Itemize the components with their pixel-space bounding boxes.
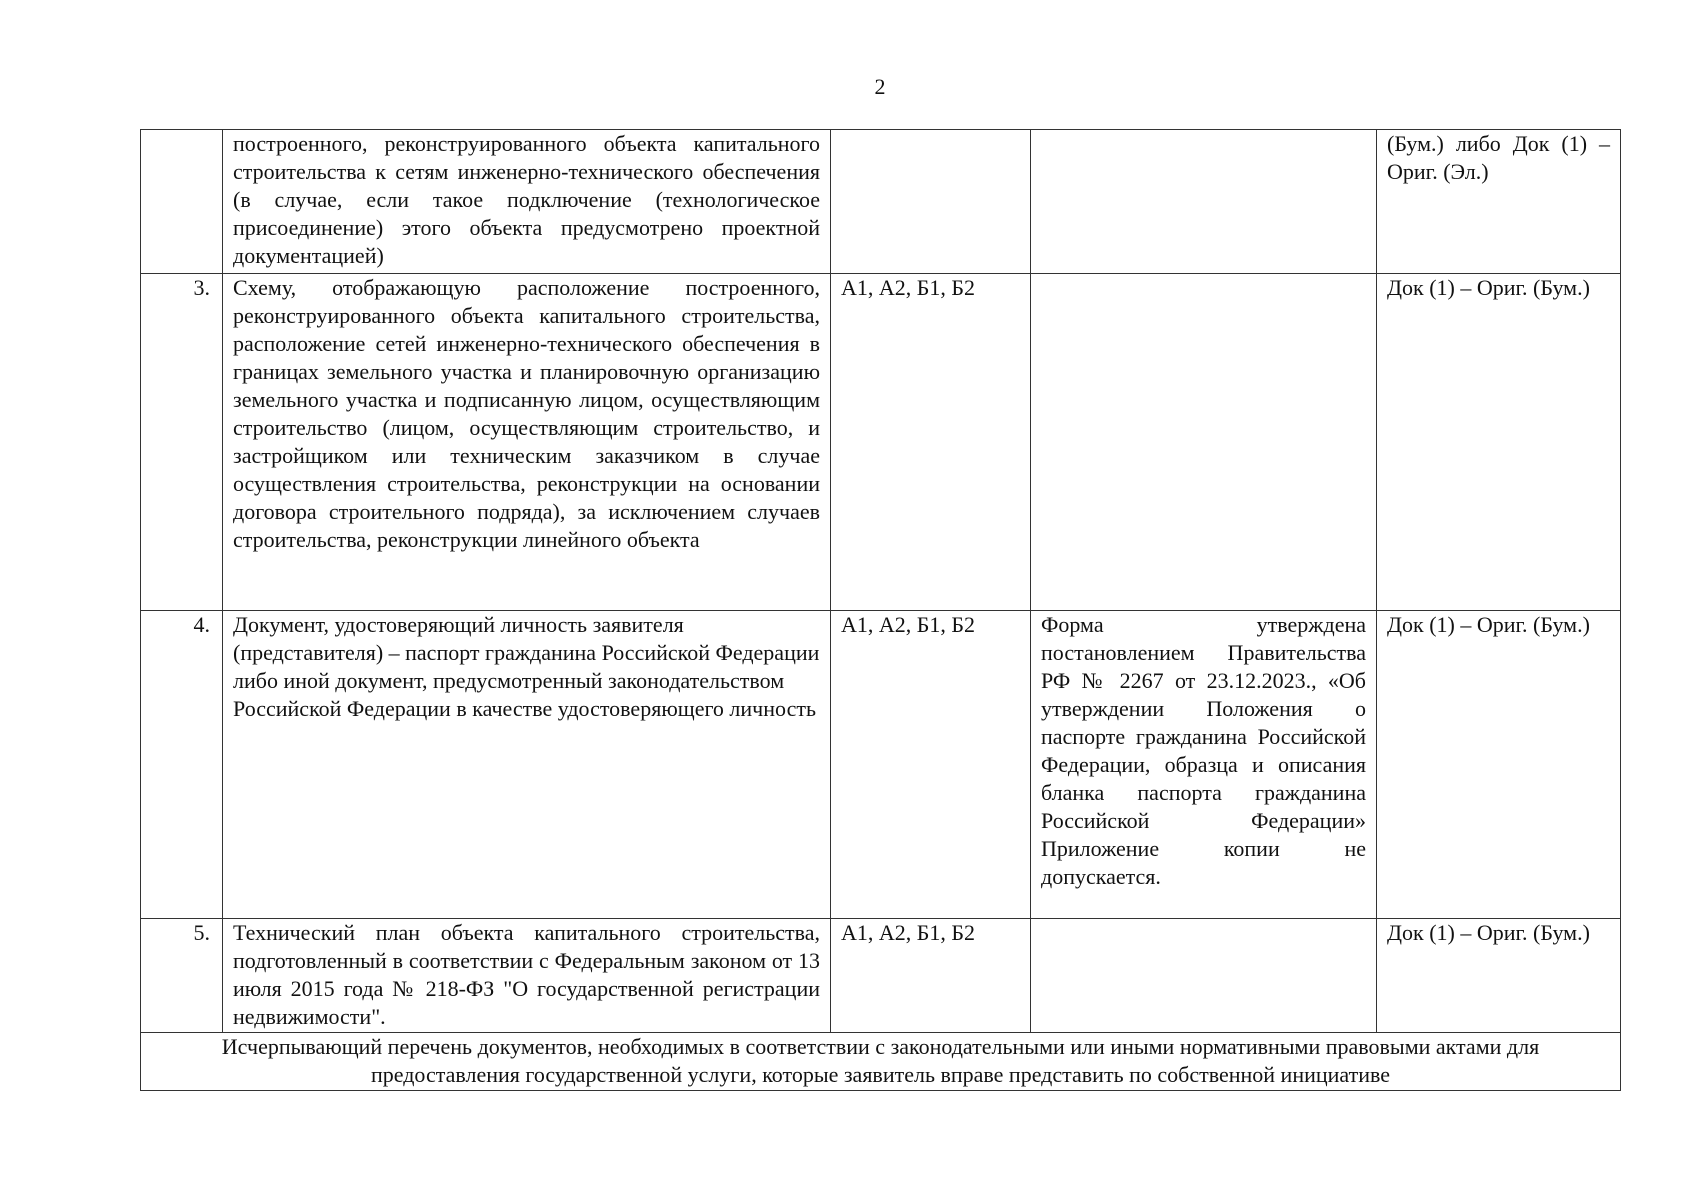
document-form: Док (1) – Ориг. (Бум.) [1377,274,1621,611]
applicant-categories [831,130,1031,274]
table-row [141,611,1621,919]
row-number: 4. [141,611,223,919]
document-requirements [1031,130,1377,274]
summary-row [141,1033,1621,1091]
documents-table [140,129,1621,1091]
applicant-categories: А1, А2, Б1, Б2 [831,919,1031,1033]
document-name: построенного, реконструированного объекта капитального строительства к сетям инженерно-технического обеспечения (в случае, если такое подключение (технологическое присоединение) этого объекта предусмотрено проектной документацией) [223,130,831,274]
document-form: Док (1) – Ориг. (Бум.) [1377,919,1621,1033]
row-number: 3. [141,274,223,611]
table-row [141,274,1621,611]
applicant-categories: А1, А2, Б1, Б2 [831,611,1031,919]
document-form: Док (1) – Ориг. (Бум.) [1377,611,1621,919]
applicant-categories: А1, А2, Б1, Б2 [831,274,1031,611]
document-requirements [1031,919,1377,1033]
document-form: (Бум.) либо Док (1) – Ориг. (Эл.) [1377,130,1621,274]
page-number: 2 [874,74,886,99]
document-name: Документ, удостоверяющий личность заявителя (представителя) – паспорт гражданина Российской Федерации либо иной документ, предусмотренный законодательством Российской Федерации в качестве удостоверяющего личность [223,611,831,919]
document-requirements: Форма утверждена постановлением Правительства РФ № 2267 от 23.12.2023., «Об утверждении Положения о паспорте гражданина Российской Федерации, образца и описания бланка паспорта гражданина Российской Федерации» Приложение копии не допускается. [1031,611,1377,919]
document-requirements [1031,274,1377,611]
table-row [141,919,1621,1033]
row-number: 5. [141,919,223,1033]
table-row [141,130,1621,274]
summary-text: Исчерпывающий перечень документов, необходимых в соответствии с законодательными или иными нормативными правовыми актами для предоставления государственной услуги, которые заявитель вправе представить по собственной инициативе [141,1033,1621,1091]
document-name: Технический план объекта капитального строительства, подготовленный в соответствии с Федеральным законом от 13 июля 2015 года № 218-ФЗ "О государственной регистрации недвижимости". [223,919,831,1033]
document-name: Схему, отображающую расположение построенного, реконструированного объекта капитального строительства, расположение сетей инженерно-технического обеспечения в границах земельного участка и планировочную организацию земельного участка и подписанную лицом, осуществляющим строительство (лицом, осуществляющим строительство, и застройщиком или техническим заказчиком в случае осуществления строительства, реконструкции на основании договора строительного подряда), за исключением случаев строительства, реконструкции линейного объекта [223,274,831,611]
row-number [141,130,223,274]
